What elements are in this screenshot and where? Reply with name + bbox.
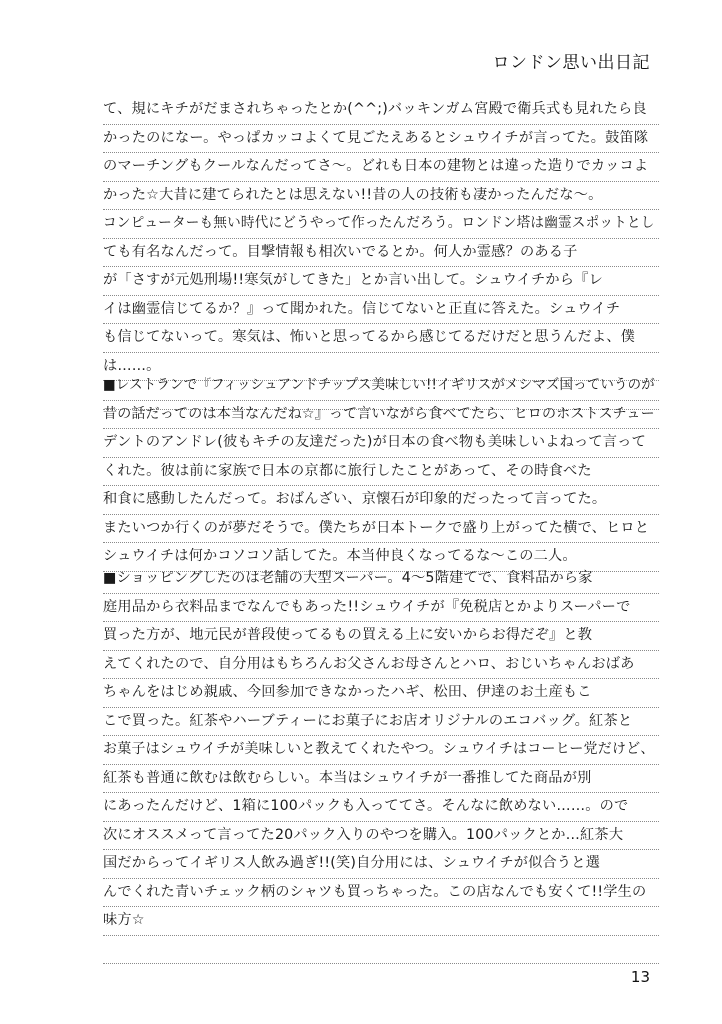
text-line-content: 味方☆ [103,912,145,928]
text-line-content: シュウイチは何かコソコソ話してた。本当仲良くなってるな～この二人。 [103,548,577,564]
diary-section-london-sights [103,96,659,410]
text-line [103,210,659,239]
text-line-content: かった☆大昔に建てられたとは思えない!!昔の人の技術も凄かったんだな～。 [103,186,603,203]
text-line-content: 紅茶も普通に飲むは飲むらしい。本当はシュウイチが一番推してた商品が別 [103,769,592,786]
page-number: 13 [630,968,650,986]
text-line-content: コンピューターも無い時代にどうやって作ったんだろう。ロンドン塔は幽霊スポットとし [103,215,655,231]
text-line-content: デントのアンドレ(彼もキチの友達だった)が日本の食べ物も美味しいよねって言って [103,434,646,450]
diary-section-shopping [103,565,659,964]
text-line [103,736,659,765]
text-line-content: も信じてないって。寒気は、怖いと思ってるから感じてるだけだと思うんだよ、僕 [103,329,636,345]
text-line [103,793,659,822]
text-line-content: 和食に感動したんだって。おばんざい、京懐石が印象的だったって言ってた。 [103,491,607,507]
diary-section-restaurant [103,372,659,572]
text-line [103,708,659,737]
text-line-content: て、規にキチがだまされちゃったとか(^^;)バッキンガム宮殿で衛兵式も見れたら良 [103,101,647,117]
text-line-content: は……。 [103,357,161,374]
text-line-content: のマーチングもクールなんだってさ～。どれも日本の建物とは違った造りでカッコよ [103,158,649,174]
text-line-content: 昔の話だってのは本当なんだね☆』って言いながら食べてたら、ヒロのホストスチュー [103,405,655,422]
text-line [103,594,659,623]
text-line [103,182,659,211]
text-line [103,458,659,487]
text-line [103,679,659,708]
text-line-content: が「さすが元処刑場!!寒気がしてきた」とか言い出して。シュウイチから『レ [103,272,603,288]
text-line [103,96,659,125]
text-line [103,153,659,182]
text-line-content: お菓子はシュウイチが美味しいと教えてくれたやつ。シュウイチはコーヒー党だけど、 [103,741,655,757]
text-line [103,401,659,430]
text-line [103,515,659,544]
text-line [103,765,659,794]
text-line [103,622,659,651]
text-line [103,296,659,325]
text-line [103,822,659,851]
text-line-content: 買った方が、地元民が普段使ってるもの買える上に安いからお得だぞ』と教 [103,627,593,643]
text-line-content: かったのになー。やっぱカッコよくて見ごたえあるとシュウイチが言ってた。鼓笛隊 [103,129,649,146]
text-line-content: 国だからってイギリス人飲み過ぎ!!(笑)自分用には、シュウイチが似合うと選 [103,855,601,871]
text-line [103,651,659,680]
text-line [103,936,659,965]
text-line-content: ■ショッピングしたのは老舗の大型スーパー。4～5階建てで、食料品から家 [103,570,593,586]
text-line-content: イは幽霊信じてるか？』って聞かれた。信じてないと正直に答えた。シュウイチ [103,300,621,317]
text-line [103,879,659,908]
text-line [103,267,659,296]
text-line-content: んでくれた青いチェック柄のシャツも買っちゃった。この店なんでも安くて!!学生の [103,883,647,900]
text-line-content: またいつか行くのが夢だそうで。僕たちが日本トークで盛り上がってた横で、ヒロと [103,519,650,536]
text-line [103,486,659,515]
text-line [103,239,659,268]
text-line-content: くれた。彼は前に家族で日本の京都に旅行したことがあって、その時食べた [103,462,592,479]
text-line-content: ても有名なんだって。目撃情報も相次いでるとか。何人か霊感？のある子 [103,243,578,260]
text-line [103,850,659,879]
text-line [103,372,659,401]
text-line-content: にあったんだけど、1箱に100パックも入っててさ。そんなに飲めない……。ので [103,798,629,814]
text-line-content: えてくれたので、自分用はもちろんお父さんお母さんとハロ、おじいちゃんおばあ [103,655,635,672]
text-line-content: こで買った。紅茶やハーブティーにお菓子にお店オリジナルのエコバッグ。紅茶と [103,712,633,729]
text-line [103,429,659,458]
text-line [103,565,659,594]
text-line-content: ■レストランで『フィッシュアンドチップス美味しい!!イギリスがメシマズ国っていうのが [103,377,655,393]
text-line-content: 次にオススメって言ってた20パック入りのやつを購入。100パックとか…紅茶大 [103,826,624,843]
header-title: ロンドン思い出日記 [492,53,650,73]
text-line [103,324,659,353]
text-line-content: 庭用品から衣料品までなんでもあった!!シュウイチが『免税店とかよりスーパーで [103,598,631,615]
text-line [103,907,659,936]
text-line-content: ちゃんをはじめ親戚、今回参加できなかったハギ、松田、伊達のお土産もこ [103,684,592,700]
text-line [103,125,659,154]
